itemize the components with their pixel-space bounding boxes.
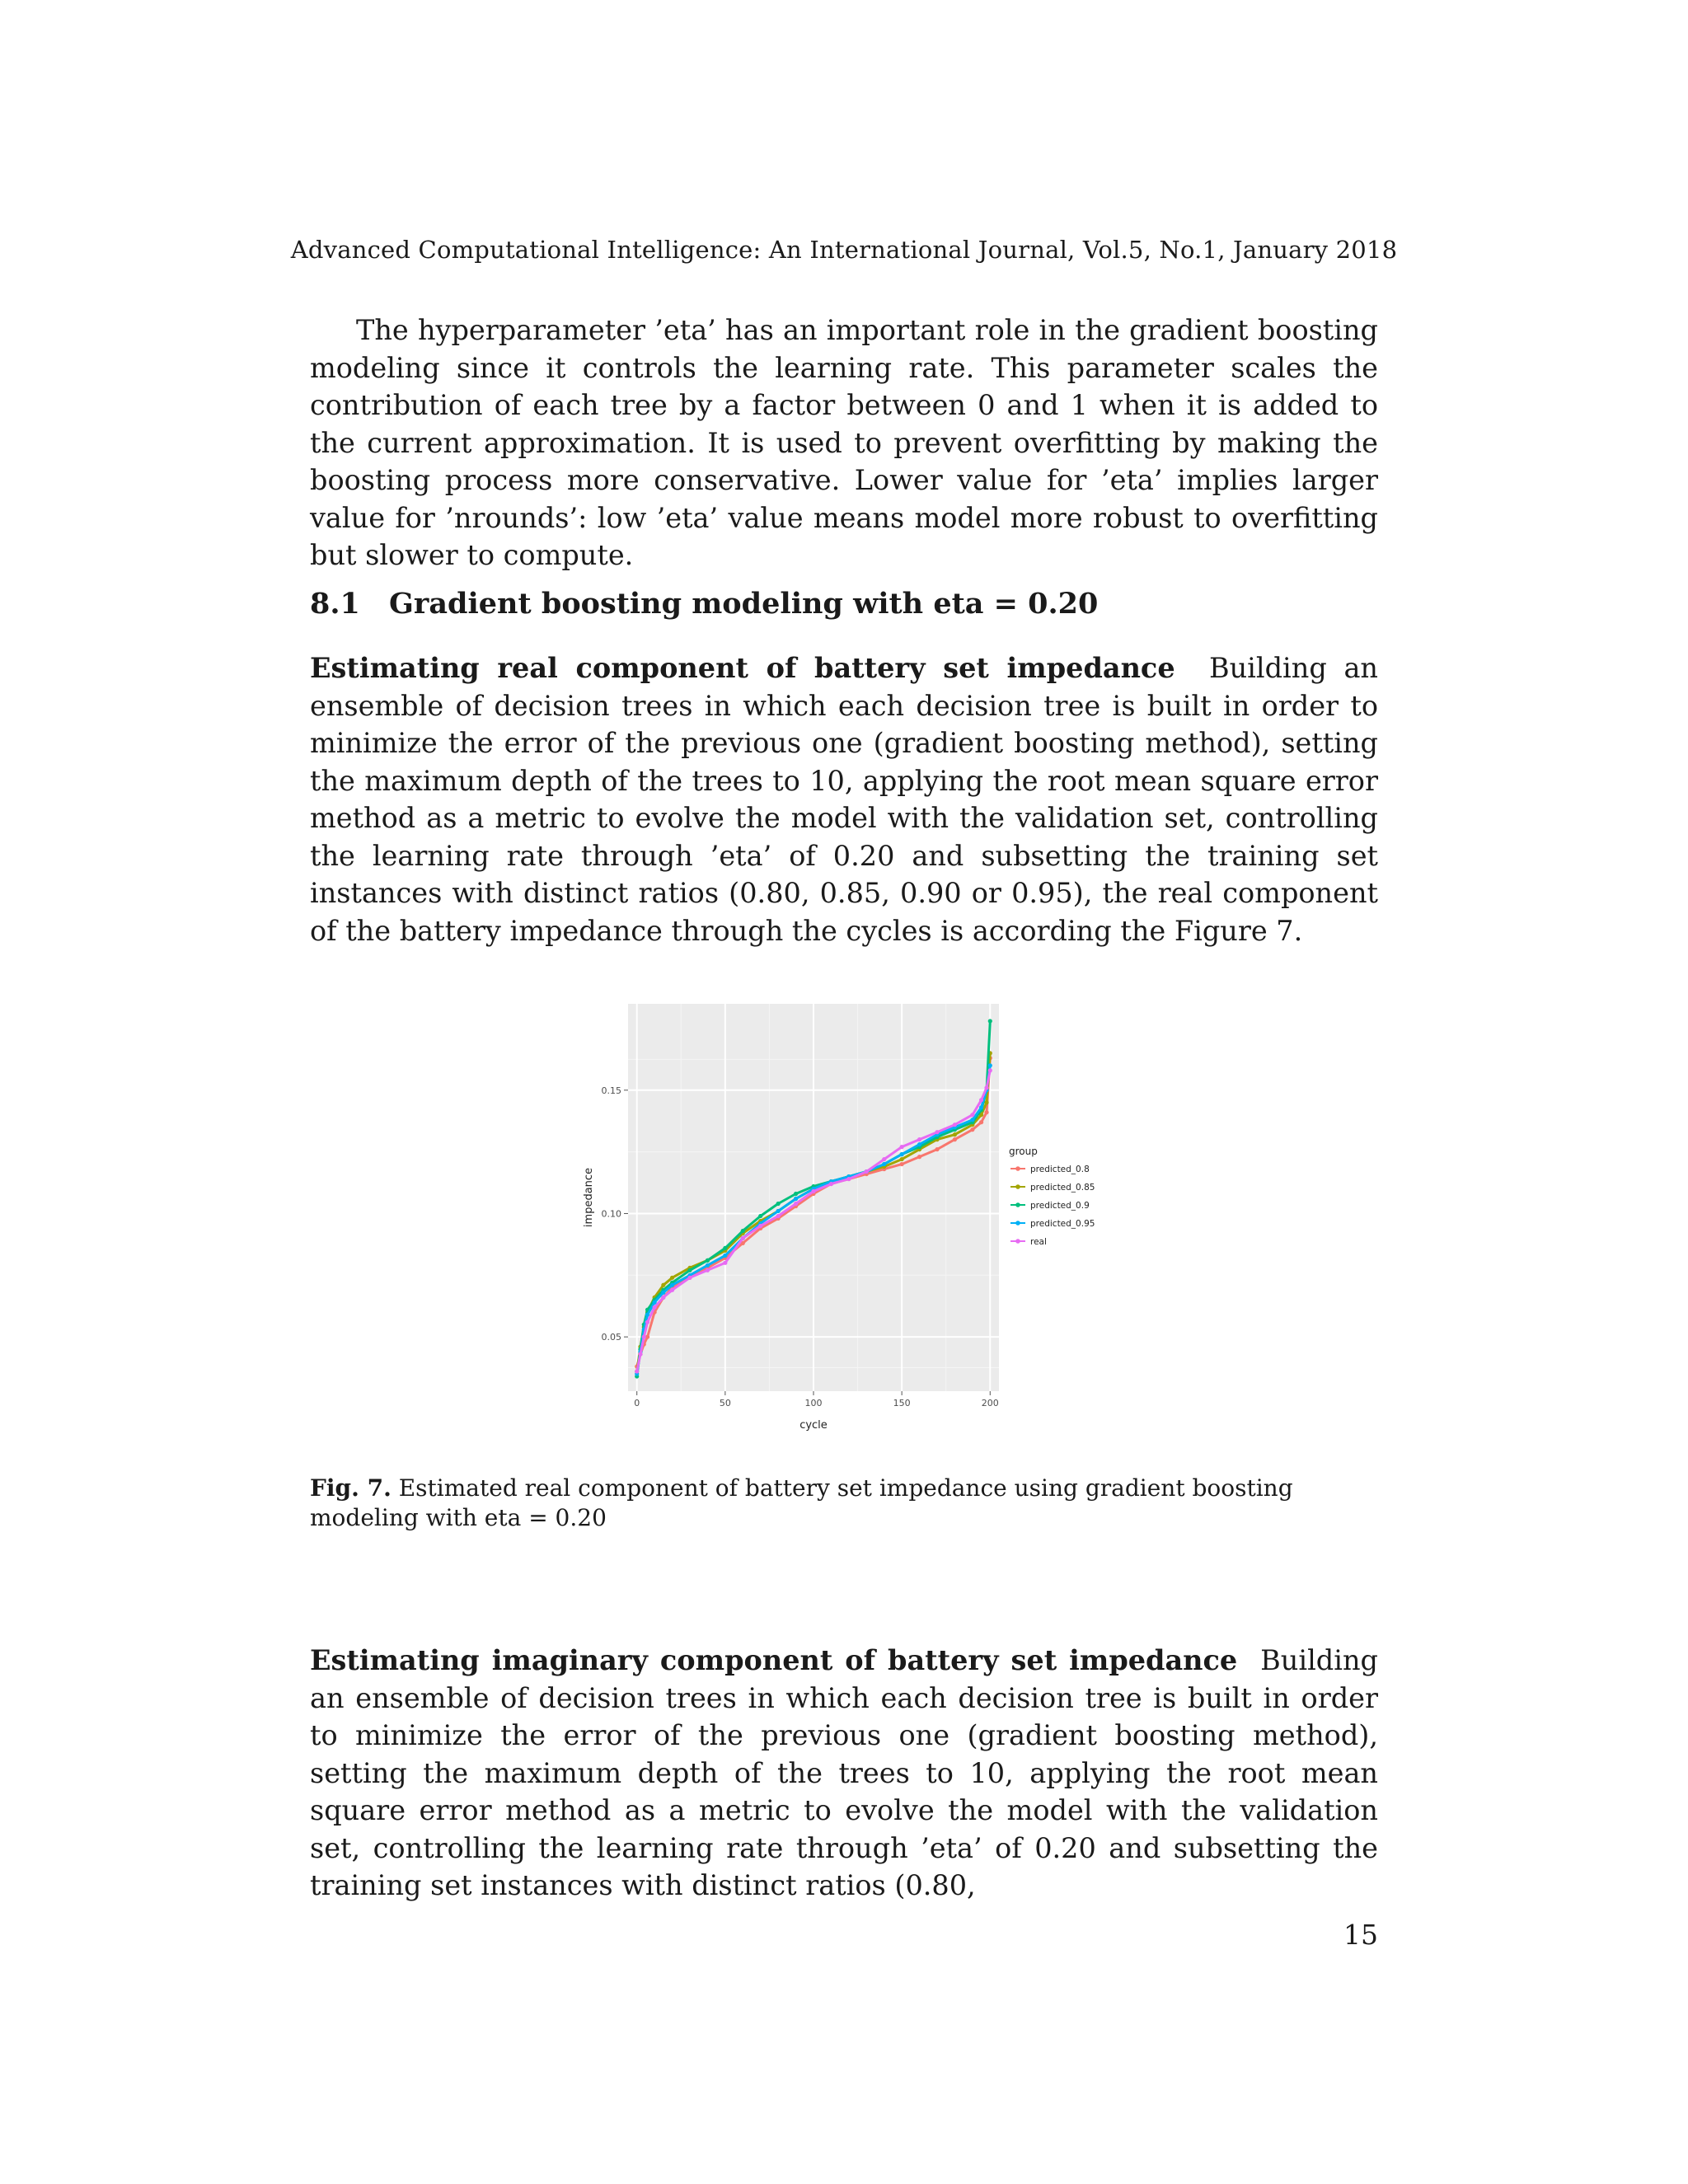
caption-text: Estimated real component of battery set impedance using gradient boosting modeling with eta = 0.20: [310, 1474, 1293, 1531]
data-point-predicted_0.95: [706, 1263, 710, 1268]
legend-key-point: [1015, 1221, 1020, 1226]
legend-title: group: [1009, 1146, 1038, 1157]
data-point-predicted_0.9: [988, 1019, 992, 1023]
data-point-predicted_0.85: [670, 1276, 674, 1280]
data-point-predicted_0.9: [758, 1214, 762, 1218]
y-tick-label: 0.10: [601, 1208, 621, 1220]
data-point-predicted_0.95: [917, 1142, 921, 1146]
data-point-real: [645, 1320, 649, 1324]
x-tick-label: 200: [981, 1398, 999, 1408]
data-point-real: [953, 1122, 957, 1127]
data-point-predicted_0.85: [900, 1157, 904, 1161]
data-point-predicted_0.8: [979, 1120, 983, 1124]
data-point-real: [776, 1214, 781, 1218]
data-point-real: [917, 1137, 921, 1141]
data-point-predicted_0.85: [953, 1132, 957, 1137]
data-point-predicted_0.9: [723, 1246, 727, 1250]
legend-label: predicted_0.95: [1030, 1219, 1095, 1229]
legend-label: predicted_0.8: [1030, 1165, 1090, 1174]
legend-label: predicted_0.85: [1030, 1183, 1095, 1193]
data-point-real: [865, 1169, 869, 1174]
data-point-real: [811, 1189, 815, 1193]
y-tick-label: 0.15: [601, 1085, 621, 1096]
caption-label: Fig. 7.: [310, 1474, 392, 1502]
data-point-predicted_0.9: [794, 1192, 798, 1196]
section-number: 8.1: [310, 587, 360, 621]
data-point-predicted_0.95: [776, 1209, 781, 1213]
data-point-predicted_0.95: [723, 1254, 727, 1258]
data-point-real: [670, 1288, 674, 1292]
data-point-real: [935, 1130, 939, 1134]
data-point-predicted_0.8: [900, 1162, 904, 1166]
data-point-real: [642, 1335, 646, 1339]
data-point-real: [635, 1369, 639, 1373]
data-point-predicted_0.95: [900, 1152, 904, 1156]
data-point-real: [846, 1177, 851, 1181]
data-point-real: [706, 1268, 710, 1272]
imaginary-component-block: [310, 1642, 1378, 1905]
real-component-text: Building an ensemble of decision trees in which each decision tree is built in order to minimize the error of the previous one (gradient boosting method), setting the maximum depth of the trees to 10, applying the root mean square error method as a metric to evolve the model with the validation set, controlling the learning rate through ’eta’ of 0.20 and subsetting the training set instances with distinct ratios (0.80, 0.85, 0.90 or 0.95), the real component of the battery impedance through the cycles is according the Figure 7.: [310, 652, 1378, 947]
running-header: Advanced Computational Intelligence: An International Journal, Vol.5, No.1, January 2018: [290, 236, 1398, 264]
impedance-chart: [577, 1004, 1121, 1449]
data-point-predicted_0.8: [984, 1110, 988, 1114]
data-point-real: [984, 1085, 988, 1090]
legend-label: real: [1030, 1237, 1047, 1247]
figure-7: [577, 1004, 1121, 1449]
legend-label: predicted_0.9: [1030, 1201, 1090, 1211]
data-point-real: [661, 1296, 665, 1300]
real-component-lead: Estimating real component of battery set impedance: [310, 652, 1175, 684]
data-point-real: [988, 1068, 992, 1072]
data-point-predicted_0.95: [970, 1118, 974, 1122]
data-point-real: [653, 1305, 657, 1310]
page-number: 15: [1343, 1919, 1378, 1951]
data-point-predicted_0.8: [970, 1127, 974, 1132]
data-point-predicted_0.8: [953, 1137, 957, 1141]
data-point-real: [979, 1098, 983, 1102]
y-axis-label: impedance: [583, 1167, 595, 1228]
legend-key-point: [1015, 1166, 1020, 1171]
intro-paragraph-block: [310, 312, 1378, 574]
data-point-predicted_0.85: [661, 1283, 665, 1287]
imaginary-component-paragraph: [310, 1642, 1378, 1905]
data-point-real: [723, 1261, 727, 1265]
data-point-predicted_0.95: [794, 1197, 798, 1201]
data-point-real: [638, 1352, 642, 1356]
data-point-predicted_0.9: [687, 1268, 692, 1272]
data-point-predicted_0.85: [984, 1100, 988, 1104]
imaginary-component-text: Building an ensemble of decision trees in which each decision tree is built in order to minimize the error of the previous one (gradient boosting method), setting the maximum depth of the trees to 10, applying the root mean square error method as a metric to evolve the model with the validation set, controlling the learning rate through ’eta’ of 0.20 and subsetting the training set instances with distinct ratios (0.80,: [310, 1644, 1378, 1901]
x-tick-label: 100: [804, 1398, 823, 1408]
x-tick-label: 0: [634, 1398, 640, 1408]
data-point-predicted_0.95: [661, 1291, 665, 1295]
legend: [1009, 1146, 1095, 1247]
data-point-real: [970, 1113, 974, 1117]
x-axis-label: cycle: [799, 1419, 828, 1432]
section-title: Gradient boosting modeling with eta = 0.20: [389, 587, 1099, 621]
data-point-real: [882, 1157, 886, 1161]
data-point-predicted_0.95: [979, 1105, 983, 1109]
data-point-real: [794, 1202, 798, 1206]
data-point-predicted_0.9: [706, 1258, 710, 1263]
legend-key-point: [1015, 1184, 1020, 1189]
data-point-real: [829, 1182, 833, 1186]
data-point-real: [758, 1224, 762, 1228]
data-point-predicted_0.95: [670, 1283, 674, 1287]
data-point-real: [741, 1236, 745, 1240]
data-point-predicted_0.95: [988, 1063, 992, 1067]
data-point-real: [900, 1145, 904, 1149]
figure-caption: [310, 1474, 1378, 1533]
real-component-block: [310, 649, 1378, 949]
data-point-real: [687, 1276, 692, 1280]
legend-key-point: [1015, 1239, 1020, 1244]
section-heading: [310, 587, 1098, 621]
legend-key-point: [1015, 1202, 1020, 1207]
data-point-predicted_0.9: [741, 1229, 745, 1233]
data-point-predicted_0.8: [917, 1155, 921, 1159]
data-point-predicted_0.95: [882, 1162, 886, 1166]
intro-paragraph: The hyperparameter ’eta’ has an important role in the gradient boosting modeling since it controls the learning rate. This parameter scales the contribution of each tree by a factor between 0 and 1 when it is added to the current approximation. It is used to prevent overfitting by making the boosting process more conservative. Lower value for ’eta’ implies larger value for ’nrounds’: low ’eta’ value means model more robust to overfitting but slower to compute.: [310, 314, 1378, 571]
imaginary-component-lead: Estimating imaginary component of battery set impedance: [310, 1644, 1238, 1676]
real-component-paragraph: [310, 649, 1378, 949]
x-tick-label: 150: [893, 1398, 911, 1408]
data-point-predicted_0.9: [776, 1202, 781, 1206]
x-tick-label: 50: [719, 1398, 731, 1408]
y-tick-label: 0.05: [601, 1332, 621, 1343]
data-point-predicted_0.8: [935, 1147, 939, 1151]
